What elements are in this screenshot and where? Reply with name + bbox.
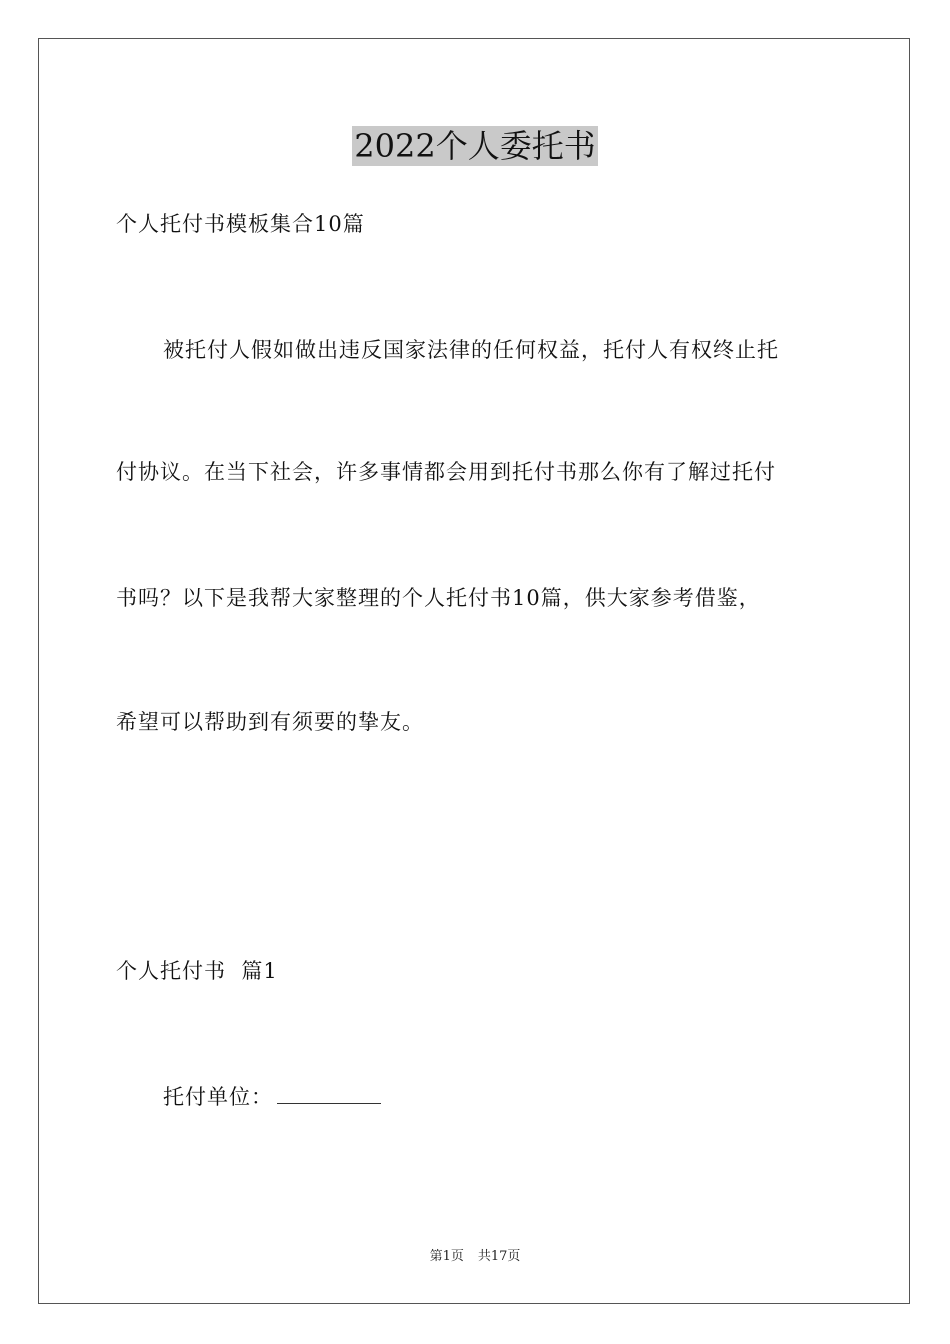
field-blank [277, 1085, 381, 1104]
paragraph-line-1: 被托付人假如做出违反国家法律的任何权益，托付人有权终止托 [163, 338, 779, 362]
field-label: 托付单位： [163, 1085, 273, 1109]
page-number: 第1页 [429, 1249, 464, 1264]
paragraph-line-2: 付协议。在当下社会，许多事情都会用到托付书那么你有了解过托付 [116, 460, 776, 484]
field-row [163, 1083, 381, 1111]
total-pages: 共17页 [477, 1249, 521, 1264]
section-heading: 个人托付书 篇1 [116, 959, 278, 983]
paragraph-line-3: 书吗？以下是我帮大家整理的个人托付书10篇，供大家参考借鉴， [116, 586, 761, 610]
title-container [0, 126, 950, 166]
page-footer [0, 1249, 950, 1265]
document-title: 2022个人委托书 [354, 127, 596, 165]
document-subtitle: 个人托付书模板集合10篇 [116, 212, 365, 236]
paragraph-line-4: 希望可以帮助到有须要的挚友。 [116, 710, 424, 734]
